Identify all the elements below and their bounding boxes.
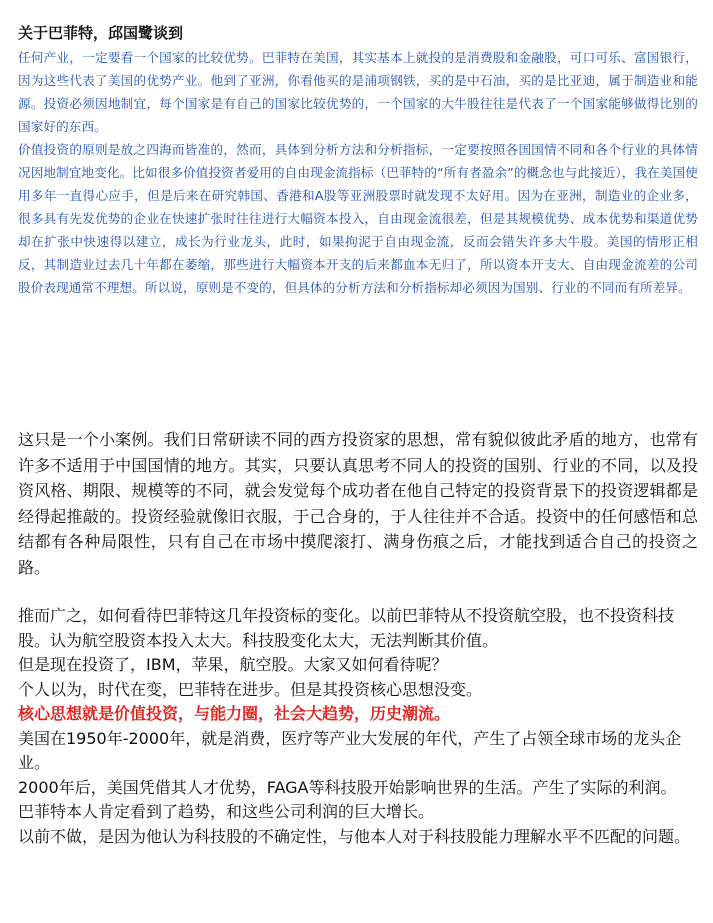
quote-title: 关于巴菲特，邱国鹭谈到 <box>18 24 184 42</box>
body-line-7: 巴菲特本人肯定看到了趋势，和这些公司利润的巨大增长。 <box>18 802 435 821</box>
body-line-8: 以前不做，是因为他认为科技股的不确定性，与他本人对于科技股能力理解水平不匹配的问题。 <box>18 826 691 846</box>
body-line-3: 个人以为，时代在变，巴菲特在进步。但是其投资核心思想没变。 <box>18 679 483 699</box>
quote-paragraph-2: 价值投资的原则是放之四海而皆准的，然而，具体到分析方法和分析指标，一定要按照各国国情不同和各个行业的具体情况因地制宜地变化。比如很多价值投资者爱用的自由现金流指标（巴菲特的“所有者盈余”的概念也与此接近），我在美国使用多年一直得心应手，但是后来在研究韩国、香港和A股等亚洲股票时就发现不太好用。因为在亚洲，制造业的企业多，很多具有先发优势的企业在快速扩张时往往进行大幅资本投入，自由现金流很差，但是其规模优势、成本优势和渠道优势却在扩张中快速得以建立，成长为行业龙头，此时，如果拘泥于自由现金流，反而会错失许多大牛股。美国的情形正相反，其制造业过去几十年都在萎缩，那些进行大幅资本开支的后来都血本无归了，所以资本开支大、自由现金流差的公司股价表现通常不理想。所以说，原则是不变的，但具体的分析方法和分析指标却必须因为国别、行业的不同而有所差异。 <box>18 142 698 295</box>
body-paragraph-1: 这只是一个小案例。我们日常研读不同的西方投资家的思想，常有貌似彼此矛盾的地方，也常有许多不适用于中国国情的地方。其实，只要认真思考不同人的投资的国别、行业的不同，以及投资风格、期限、规模等的不同，就会发觉每个成功者在他自己特定的投资背景下的投资逻辑都是经得起推敲的。投资经验就像旧衣服，于己合身的，于人往往并不合适。投资中的任何感悟和总结都有各种局限性，只有自己在市场中摸爬滚打、满身伤痕之后，才能找到适合自己的投资之路。 <box>18 430 698 577</box>
body-line-2: 但是现在投资了，IBM，苹果，航空股。大家又如何看待呢？ <box>18 655 448 674</box>
article-body <box>18 427 698 849</box>
highlighted-core-idea: 核心思想就是价值投资，与能力圈，社会大趋势，历史潮流。 <box>18 704 451 723</box>
body-paragraph-group <box>18 604 698 849</box>
body-line-5: 美国在1950年-2000年，就是消费，医疗等产业大发展的年代，产生了占领全球市场的龙头企业。 <box>18 728 682 772</box>
quote-block <box>18 22 698 299</box>
body-line-6: 2000年后，美国凭借其人才优势，FAGA等科技股开始影响世界的生活。产生了实际的利润。 <box>18 777 677 797</box>
body-line-1: 推而广之，如何看待巴菲特这几年投资标的变化。以前巴菲特从不投资航空股，也不投资科技股。认为航空股资本投入太大。科技股变化太大，无法判断其价值。 <box>18 606 675 650</box>
quote-paragraph-1: 任何产业，一定要看一个国家的比较优势。巴菲特在美国，其实基本上就投的是消费股和金融股，可口可乐、富国银行，因为这些代表了美国的优势产业。他到了亚洲，你看他买的是浦项钢铁，买的是中石油，买的是比亚迪，属于制造业和能源。投资必须因地制宜，每个国家是有自己的国家比较优势的，一个国家的大牛股往往是代表了一个国家能够做得比别的国家好的东西。 <box>18 50 698 134</box>
